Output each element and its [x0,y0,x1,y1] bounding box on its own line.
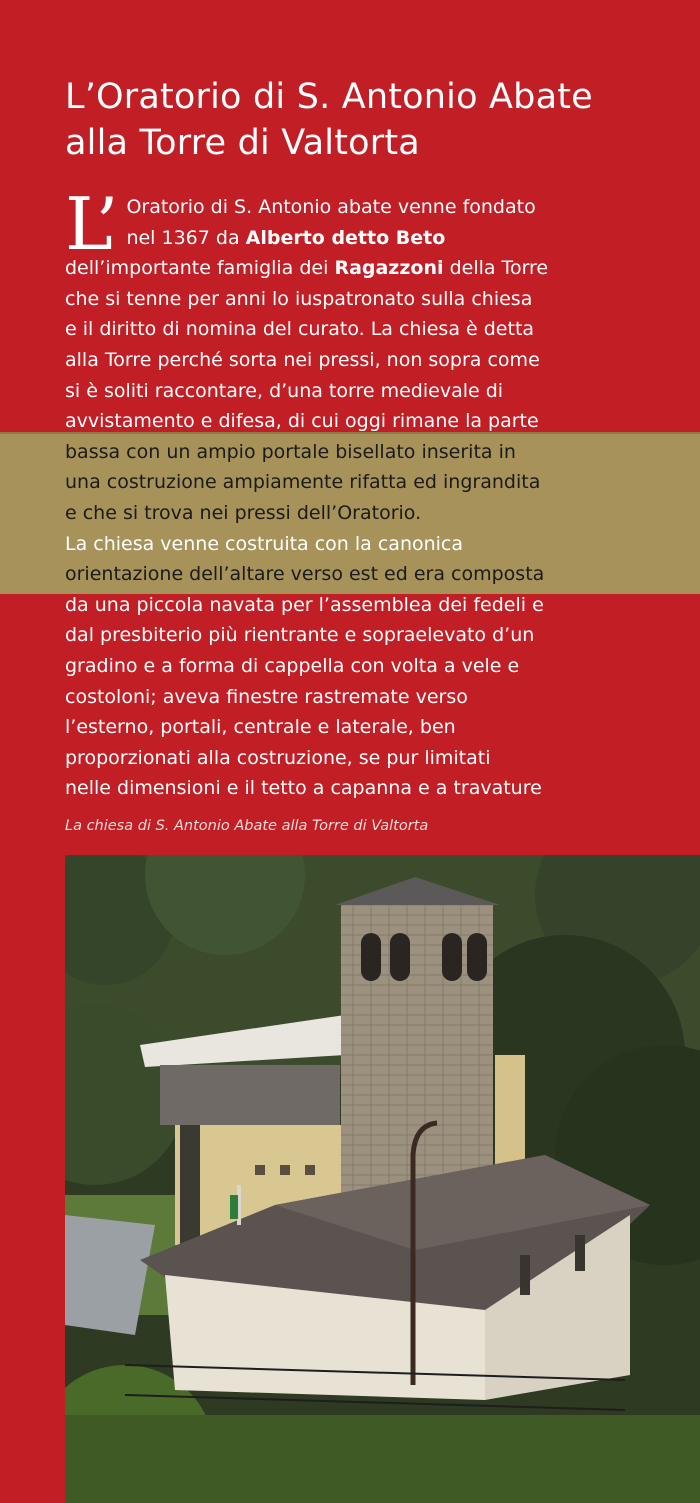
name-highlight: Alberto detto Beto [245,226,446,249]
body-paragraph [65,182,645,804]
text-line: alla Torre perché sorta nei pressi, non sopra come [65,348,540,371]
text-line: proporzionati alla costruzione, se pur limitati [65,746,491,769]
text-line: avvistamento e difesa, di cui oggi rimane la parte [65,410,539,433]
text-line: da una piccola navata per l’assemblea dei fedeli e [65,593,544,616]
text-line [65,253,645,284]
text-segment: dell’importante famiglia dei [65,257,335,280]
text-line: La chiesa venne costruita con la canonica [65,532,464,555]
text-line: che si tenne per anni lo iuspatronato sulla chiesa [65,287,533,310]
page-title [65,74,665,166]
text-line: costoloni; aveva finestre rastremate verso [65,685,468,708]
photo-caption: La chiesa di S. Antonio Abate alla Torre di Valtorta [65,818,429,834]
church-illustration [65,855,700,1503]
family-highlight: Ragazzoni [334,257,444,280]
text-line: bassa con un ampio portale bisellato inserita in [65,440,516,463]
text-line [65,223,645,254]
text-line: dal presbiterio più rientrante e sopraelevato d’un [65,624,535,647]
text-line: si è soliti raccontare, d’una torre medievale di [65,379,504,402]
text-line: una costruzione ampiamente rifatta ed ingrandita [65,471,541,494]
title-line-1: L’Oratorio di S. Antonio Abate [65,77,593,117]
text-line: orientazione dell’altare verso est ed era composta [65,563,545,586]
text-line: e il diritto di nomina del curato. La chiesa è detta [65,318,535,341]
title-line-2: alla Torre di Valtorta [65,123,420,163]
text-line: l’esterno, portali, centrale e laterale, ben [65,716,456,739]
text-segment: della Torre [443,257,549,280]
drop-cap: L’ [65,182,119,266]
text-line: e che si trova nei pressi dell’Oratorio. [65,501,422,524]
church-photo [65,855,700,1503]
text-line: gradino e a forma di cappella con volta a vele e [65,654,520,677]
text-line: Oratorio di S. Antonio abate venne fondato [126,196,536,218]
text-line: nelle dimensioni e il tetto a capanna e a travature [65,777,542,800]
text-segment: nel 1367 da [126,226,246,249]
